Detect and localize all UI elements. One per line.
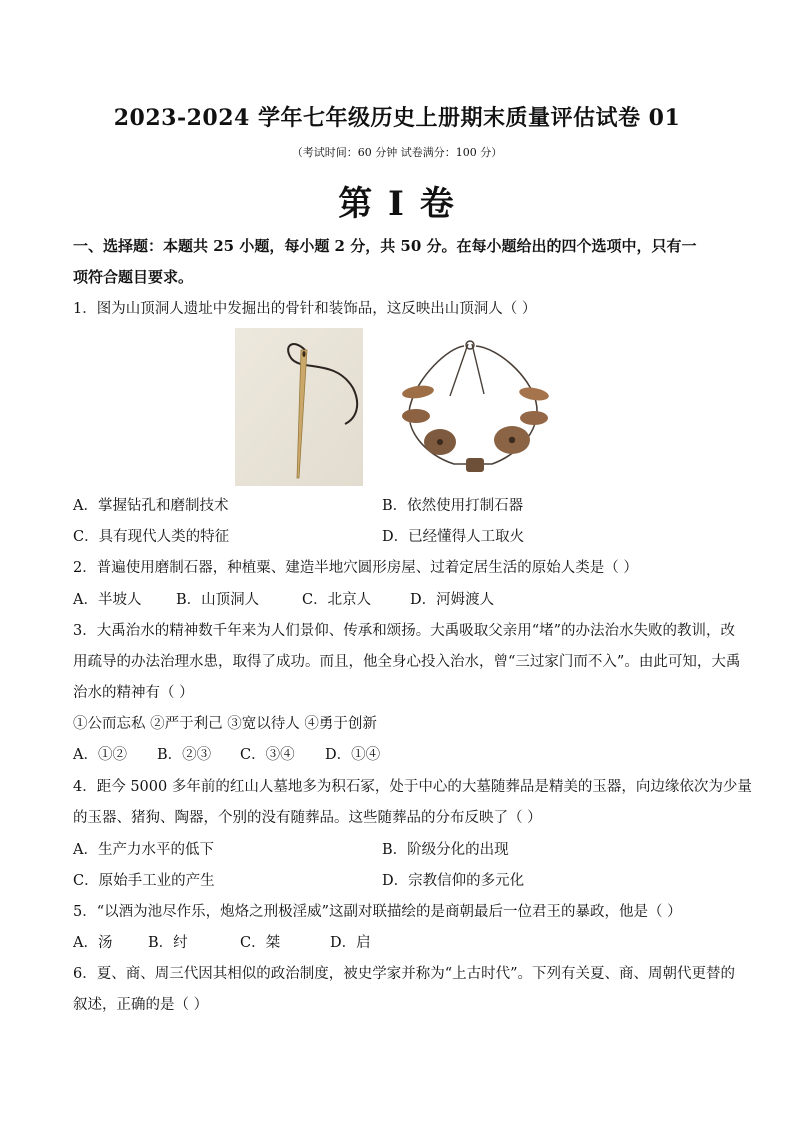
question-5-option-a[interactable]: A．汤 [73, 935, 113, 951]
question-3-option-b[interactable]: B．②③ [157, 747, 212, 763]
question-4-stem-line2: 的玉器、猪狗、陶器，个别的没有随葬品。这些随葬品的分布反映了（ ） [73, 810, 542, 826]
question-1-option-d[interactable]: D．已经懂得人工取火 [382, 529, 525, 545]
question-1-option-c[interactable]: C．具有现代人类的特征 [73, 529, 230, 545]
question-6-stem-line2: 叙述，正确的是（ ） [73, 997, 209, 1013]
question-1-option-a[interactable]: A．掌握钻孔和磨制技术 [73, 498, 229, 514]
question-3-stem-line1: 3．大禹治水的精神数千年来为人们景仰、传承和颂扬。大禹吸取父亲用“堵”的办法治水失败的教训，改 [73, 623, 736, 639]
question-2-option-d[interactable]: D．河姆渡人 [410, 592, 495, 608]
bone-needle-image [235, 328, 363, 486]
bone-ornament-necklace-image [388, 336, 560, 482]
question-2-stem: 2．普遍使用磨制石器，种植粟、建造半地穴圆形房屋、过着定居生活的原始人类是（ ） [73, 560, 638, 576]
question-2-option-a[interactable]: A．半坡人 [73, 592, 142, 608]
question-5-stem: 5．“以酒为池尽作乐，炮烙之刑极淫威”这副对联描绘的是商朝最后一位君王的暴政，他是（ ） [73, 904, 682, 920]
question-4-option-d[interactable]: D．宗教信仰的多元化 [382, 873, 525, 889]
question-3-option-d[interactable]: D．①④ [325, 747, 381, 763]
question-3-option-c[interactable]: C．③④ [240, 747, 295, 763]
section-instruction-line2: 项符合题目要求。 [73, 268, 194, 286]
question-5-option-b[interactable]: B．纣 [148, 935, 188, 951]
question-4-stem-line1: 4．距今 5000 多年前的红山人墓地多为积石冢，处于中心的大墓随葬品是精美的玉器，向边缘依次为少量 [73, 779, 752, 795]
question-5-option-c[interactable]: C．桀 [240, 935, 281, 951]
question-6-stem-line1: 6．夏、商、周三代因其相似的政治制度，被史学家并称为“上古时代”。下列有关夏、商、周朝代更替的 [73, 966, 736, 982]
question-3-stem-line3: 治水的精神有（ ） [73, 685, 194, 701]
question-2-option-b[interactable]: B．山顶洞人 [176, 592, 260, 608]
question-5-option-d[interactable]: D．启 [330, 935, 371, 951]
question-3-stem-line2: 用疏导的办法治理水患，取得了成功。而且，他全身心投入治水，曾“三过家门而不入”。由此可知，大禹 [73, 654, 741, 670]
volume-heading: 第 I 卷 [338, 184, 456, 224]
question-4-option-c[interactable]: C．原始手工业的产生 [73, 873, 215, 889]
section-instruction-line1: 一、选择题：本题共 25 小题，每小题 2 分，共 50 分。在每小题给出的四个选项中，只有一 [73, 237, 697, 255]
question-3-items: ①公而忘私 ②严于利己 ③宽以待人 ④勇于创新 [73, 716, 377, 732]
question-4-option-b[interactable]: B．阶级分化的出现 [382, 842, 509, 858]
question-1-option-b[interactable]: B．依然使用打制石器 [382, 498, 524, 514]
question-3-option-a[interactable]: A．①② [73, 747, 127, 763]
exam-info: （考试时间：60 分钟 试卷满分：100 分） [291, 146, 503, 159]
question-2-option-c[interactable]: C．北京人 [302, 592, 372, 608]
question-4-option-a[interactable]: A．生产力水平的低下 [73, 842, 214, 858]
paper-title: 2023-2024 学年七年级历史上册期末质量评估试卷 01 [113, 105, 681, 131]
question-1-stem: 1．图为山顶洞人遗址中发掘出的骨针和装饰品，这反映出山顶洞人（ ） [73, 301, 537, 317]
